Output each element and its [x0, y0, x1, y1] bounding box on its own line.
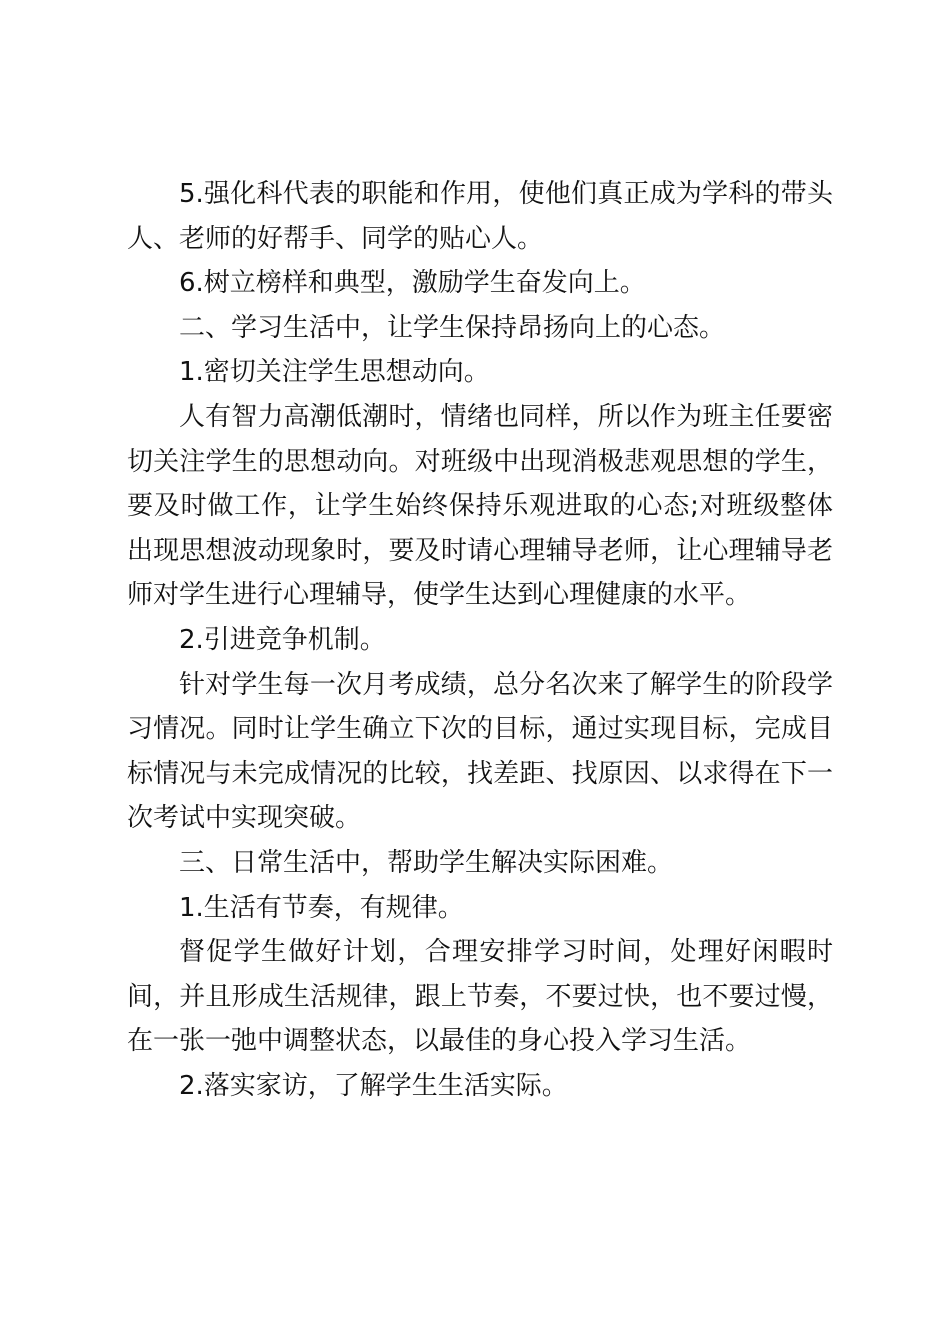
subheading-home-visit: 2.落实家访，了解学生生活实际。: [179, 1070, 568, 1101]
subheading-focus-thoughts: 1.密切关注学生思想动向。: [179, 357, 490, 388]
subheading-rhythm: 1.生活有节奏，有规律。: [179, 892, 464, 923]
paragraph-item-6: 6.树立榜样和典型，激励学生奋发向上。: [179, 268, 646, 299]
paragraph-competition: 针对学生每一次月考成绩，总分名次来了解学生的阶段学习情况。同时让学生确立下次的目标，通过实现目标，完成目标情况与未完成情况的比较，找差距、找原因、以求得在下一次考试中实现突破。: [127, 669, 833, 834]
section-heading-2: 二、学习生活中，让学生保持昂扬向上的心态。: [179, 312, 726, 343]
paragraph-rhythm: 督促学生做好计划，合理安排学习时间，处理好闲暇时间，并且形成生活规律，跟上节奏，不要过快，也不要过慢，在一张一弛中调整状态，以最佳的身心投入学习生活。: [127, 937, 833, 1057]
document-body: [127, 172, 833, 1108]
paragraph-item-5: 5.强化科代表的职能和作用，使他们真正成为学科的带头人、老师的好帮手、同学的贴心人。: [127, 179, 833, 254]
paragraph-focus-thoughts: 人有智力高潮低潮时，情绪也同样，所以作为班主任要密切关注学生的思想动向。对班级中出现消极悲观思想的学生，要及时做工作，让学生始终保持乐观进取的心态;对班级整体出现思想波动现象时，要及时请心理辅导老师，让心理辅导老师对学生进行心理辅导，使学生达到心理健康的水平。: [127, 401, 833, 611]
subheading-competition: 2.引进竞争机制。: [179, 624, 386, 655]
section-heading-3: 三、日常生活中，帮助学生解决实际困难。: [179, 847, 674, 878]
